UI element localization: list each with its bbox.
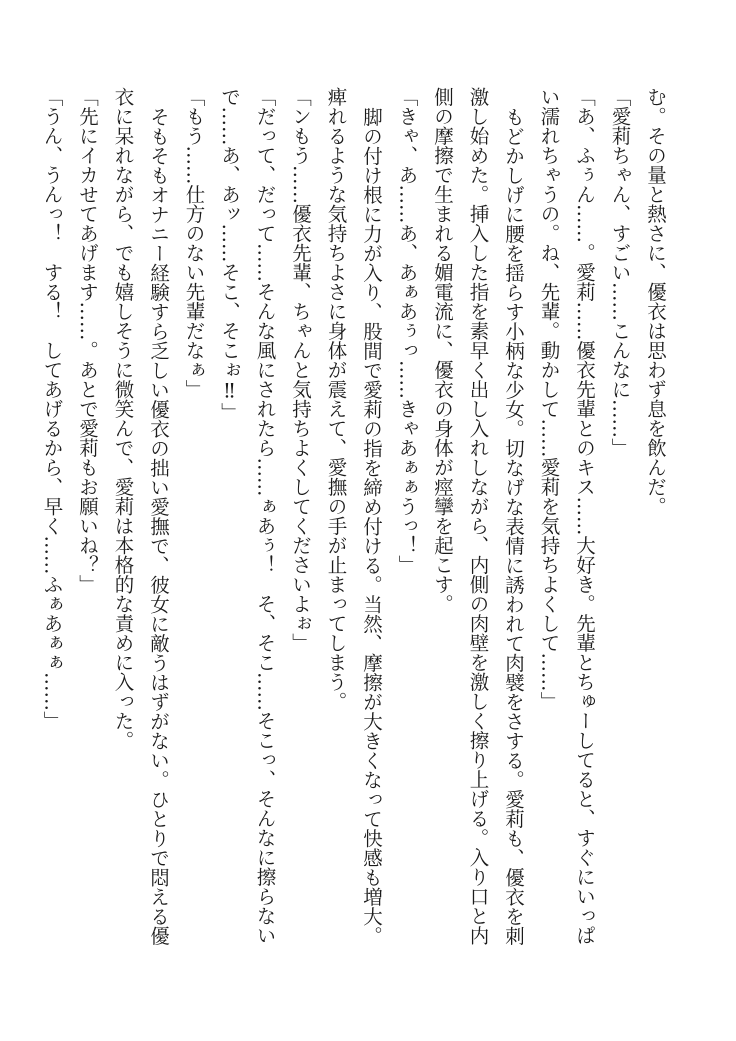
paragraph-1: む。その量と熱さに、優衣は思わず息を飲んだ。: [644, 87, 667, 516]
paragraph-2-dialogue: 「愛莉ちゃん、すごい……こんなに……」: [608, 87, 632, 458]
paragraph-7-dialogue: 「ンもう……優衣先輩、ちゃんと気持ちよくしてくださいよぉ」: [289, 87, 312, 653]
paragraph-8-dialogue: 「だって、だって……そんな風にされたら……ぁあぅ！ そ、そこ……そこっ、そんなに擦らないで……あ、あッ……そこ、そこぉ‼」: [218, 87, 277, 945]
paragraph-12-dialogue: 「うん、うんっ！ する！ してあげるから、早く……ふぁあぁぁ……」: [40, 87, 64, 731]
paragraph-10-narration: そもそもオナニー経験すら乏しい優衣の拙い愛撫で、彼女に敵うはずがない。ひとりで悶える優衣に呆れながら、でも嬉しそうに微笑んで、愛莉は本格的な責めに入った。: [111, 87, 170, 945]
paragraph-5-dialogue: 「きゃ、あ……あ、あぁあぅっ……きゃあぁぁうっ！」: [395, 87, 419, 575]
paragraph-4-narration: もどかしげに腰を揺らす小柄な少女。切なげな表情に誘われて肉襞をさする。愛莉も、優衣を刺激し始めた。挿入した指を素早く出し入れしながら、内側の肉壁を激しく擦り上げる。入り口と内側の摩擦で生まれる媚電流に、優衣の身体が痙攣を起こす。: [431, 87, 525, 945]
paragraph-6-narration: 脚の付け根に力が入り、股間で愛莉の指を締め付ける。当然、摩擦が大きくなって快感も増大。痺れるような気持ちよさに身体が震えて、愛撫の手が止まってしまう。: [324, 87, 383, 945]
vertical-text-block: [34, 87, 673, 945]
paragraph-11-dialogue: 「先にイカせてあげます……。あとで愛莉もお願いね？」: [76, 87, 99, 594]
paragraph-3-dialogue: 「あ、ふぅん……。愛莉……優衣先輩とのキス……大好き。先輩とちゅーしてると、すぐにいっぱい濡れちゃうの。ね、先輩。動かして……愛莉を気持ちよくして……」: [537, 87, 596, 945]
paragraph-9-dialogue: 「もう……仕方のない先輩だなぁ」: [182, 87, 206, 399]
